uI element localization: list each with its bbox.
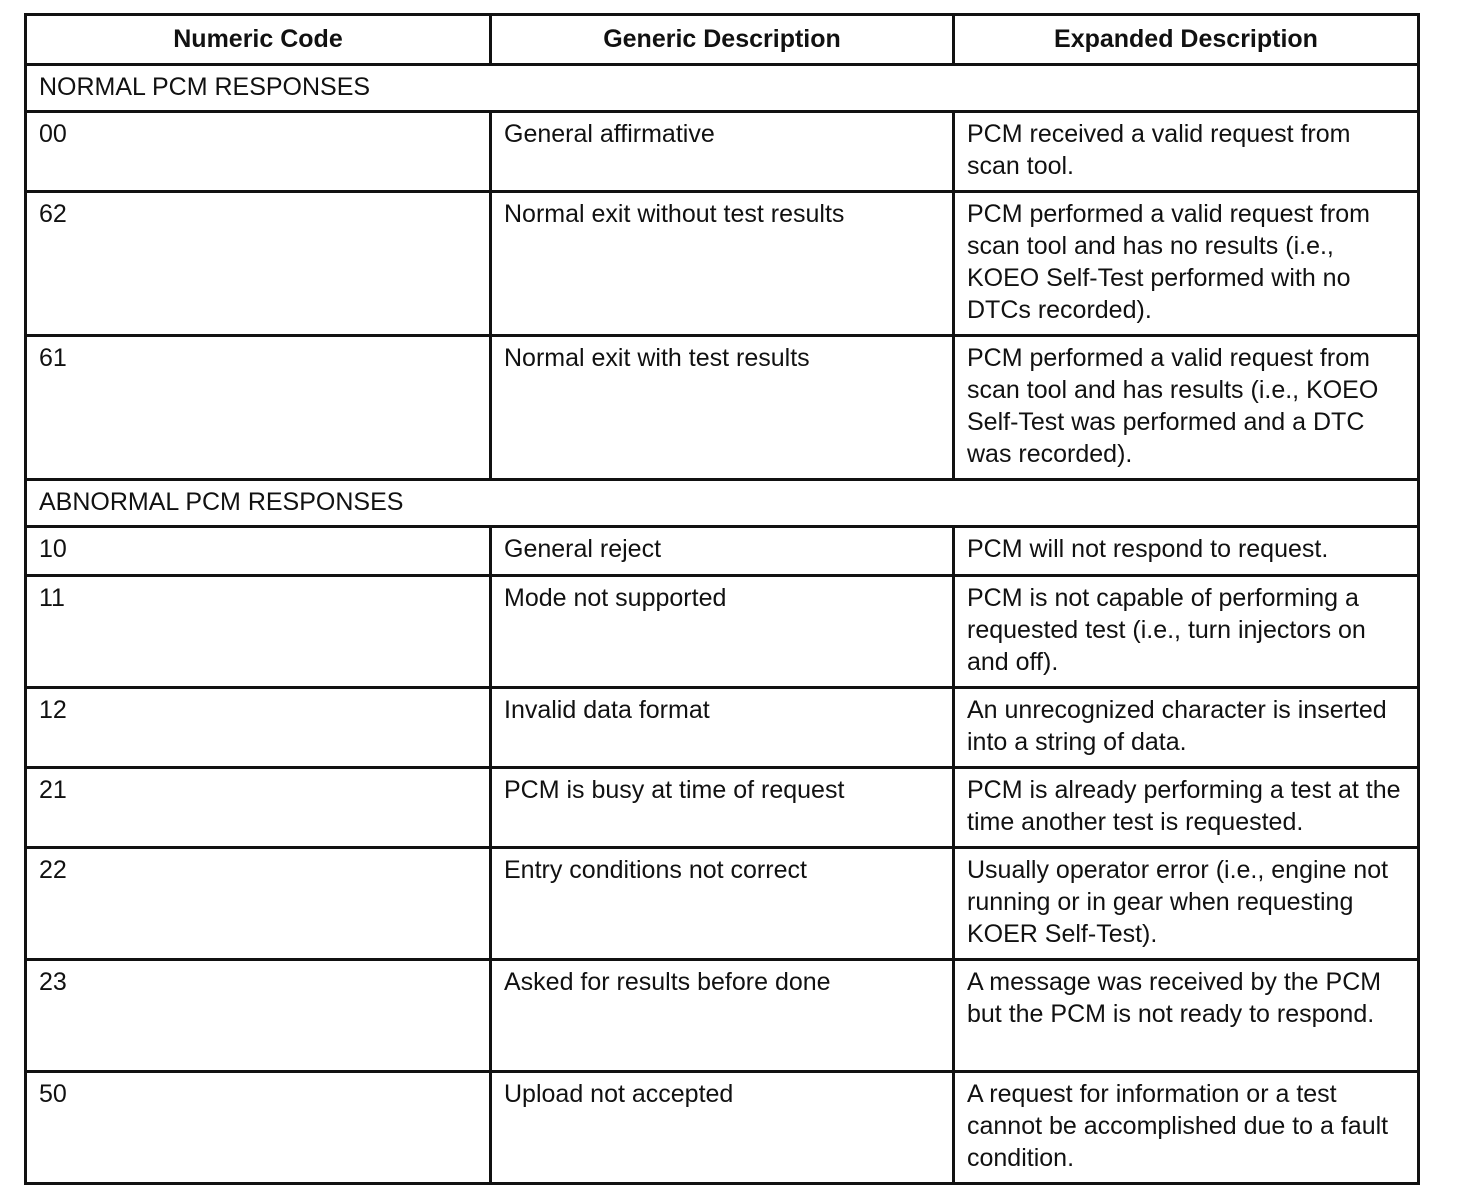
expanded-description-cell: Usually operator error (i.e., engine not running or in gear when requesting KOER Self-Test). bbox=[954, 848, 1419, 960]
table-row bbox=[26, 192, 1419, 336]
section-title: ABNORMAL PCM RESPONSES bbox=[26, 480, 1419, 527]
generic-description-cell: General affirmative bbox=[491, 112, 954, 192]
expanded-description-cell: PCM will not respond to request. bbox=[954, 527, 1419, 576]
generic-description-cell: PCM is busy at time of request bbox=[491, 768, 954, 848]
section-row-normal bbox=[26, 65, 1419, 112]
header-expanded-description: Expanded Description bbox=[954, 15, 1419, 65]
table-row bbox=[26, 576, 1419, 688]
generic-description-cell: Invalid data format bbox=[491, 688, 954, 768]
numeric-code-cell: 21 bbox=[26, 768, 491, 848]
header-row bbox=[26, 15, 1419, 65]
pcm-response-code-table-container bbox=[24, 13, 1417, 1185]
table-row bbox=[26, 1072, 1419, 1184]
section-title: NORMAL PCM RESPONSES bbox=[26, 65, 1419, 112]
expanded-description-cell: PCM performed a valid request from scan tool and has results (i.e., KOEO Self-Test was performed and a DTC was recorded). bbox=[954, 336, 1419, 480]
generic-description-cell: Upload not accepted bbox=[491, 1072, 954, 1184]
expanded-description-cell: PCM is already performing a test at the time another test is requested. bbox=[954, 768, 1419, 848]
numeric-code-cell: 61 bbox=[26, 336, 491, 480]
table-row bbox=[26, 688, 1419, 768]
generic-description-cell: General reject bbox=[491, 527, 954, 576]
numeric-code-cell: 12 bbox=[26, 688, 491, 768]
expanded-description-cell: An unrecognized character is inserted into a string of data. bbox=[954, 688, 1419, 768]
table-header bbox=[26, 15, 1419, 65]
header-generic-description: Generic Description bbox=[491, 15, 954, 65]
numeric-code-cell: 22 bbox=[26, 848, 491, 960]
table-body bbox=[26, 65, 1419, 1184]
section-row-abnormal bbox=[26, 480, 1419, 527]
table-row bbox=[26, 768, 1419, 848]
expanded-description-cell: PCM performed a valid request from scan tool and has no results (i.e., KOEO Self-Test performed with no DTCs recorded). bbox=[954, 192, 1419, 336]
generic-description-cell: Normal exit with test results bbox=[491, 336, 954, 480]
table-row bbox=[26, 848, 1419, 960]
header-numeric-code: Numeric Code bbox=[26, 15, 491, 65]
numeric-code-cell: 11 bbox=[26, 576, 491, 688]
table-row bbox=[26, 112, 1419, 192]
numeric-code-cell: 10 bbox=[26, 527, 491, 576]
expanded-description-cell: A message was received by the PCM but the PCM is not ready to respond. bbox=[954, 960, 1419, 1072]
expanded-description-cell: PCM is not capable of performing a requested test (i.e., turn injectors on and off). bbox=[954, 576, 1419, 688]
expanded-description-cell: PCM received a valid request from scan tool. bbox=[954, 112, 1419, 192]
pcm-response-code-table bbox=[24, 13, 1420, 1185]
expanded-description-cell: A request for information or a test cannot be accomplished due to a fault condition. bbox=[954, 1072, 1419, 1184]
generic-description-cell: Entry conditions not correct bbox=[491, 848, 954, 960]
table-row bbox=[26, 527, 1419, 576]
numeric-code-cell: 00 bbox=[26, 112, 491, 192]
generic-description-cell: Normal exit without test results bbox=[491, 192, 954, 336]
generic-description-cell: Mode not supported bbox=[491, 576, 954, 688]
generic-description-cell: Asked for results before done bbox=[491, 960, 954, 1072]
numeric-code-cell: 62 bbox=[26, 192, 491, 336]
numeric-code-cell: 50 bbox=[26, 1072, 491, 1184]
table-row bbox=[26, 336, 1419, 480]
table-row bbox=[26, 960, 1419, 1072]
numeric-code-cell: 23 bbox=[26, 960, 491, 1072]
